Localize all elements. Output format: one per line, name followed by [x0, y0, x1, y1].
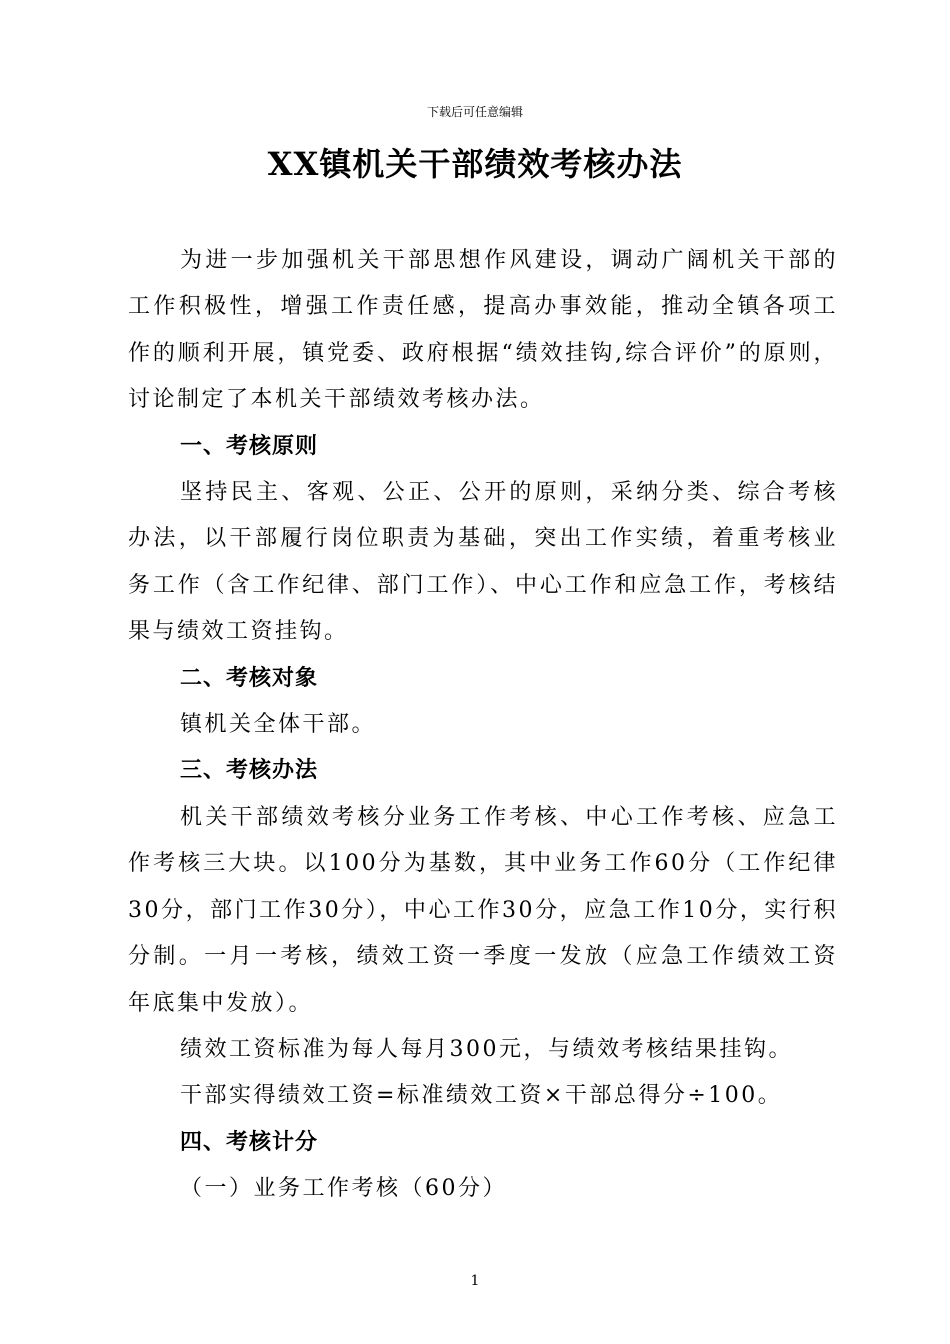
section-heading-principles: 一、考核原则 — [180, 433, 319, 459]
section-heading-targets: 二、考核对象 — [180, 665, 319, 691]
header-note: 下载后可任意编辑 — [426, 105, 523, 119]
targets-paragraph: 镇机关全体干部。 — [180, 712, 377, 738]
methods-paragraph: 机关干部绩效考核分业务工作考核、中心工作考核、应急工作考核三大块。以100分为基数，其中业务工作60分（工作纪律30分，部门工作30分），中心工作30分，应急工作10分，实行积分制。一月一考核，绩效工资一季度一发放（应急工作绩效工资年底集中发放）。 — [128, 804, 838, 1016]
document-body — [128, 238, 838, 1213]
salary-formula-paragraph: 干部实得绩效工资=标准绩效工资×干部总得分÷100。 — [180, 1083, 783, 1109]
section-heading-methods: 三、考核办法 — [180, 758, 319, 784]
section-heading-scoring: 四、考核计分 — [180, 1129, 319, 1155]
scoring-subheading: （一）业务工作考核（60分） — [180, 1176, 507, 1202]
principles-paragraph: 坚持民主、客观、公正、公开的原则，采纳分类、综合考核办法，以干部履行岗位职责为基础，突出工作实绩，着重考核业务工作（含工作纪律、部门工作）、中心工作和应急工作，考核结果与绩效工资挂钩。 — [128, 480, 838, 645]
salary-standard-paragraph: 绩效工资标准为每人每月300元，与绩效考核结果挂钩。 — [180, 1036, 793, 1062]
intro-paragraph: 为进一步加强机关干部思想作风建设，调动广阔机关干部的工作积极性，增强工作责任感，提高办事效能，推动全镇各项工作的顺利开展，镇党委、政府根据“绩效挂钩,综合评价”的原则，讨论制定了本机关干部绩效考核办法。 — [128, 248, 838, 413]
document-title: XX镇机关干部绩效考核办法 — [267, 145, 683, 183]
page-number: 1 — [470, 1273, 480, 1289]
